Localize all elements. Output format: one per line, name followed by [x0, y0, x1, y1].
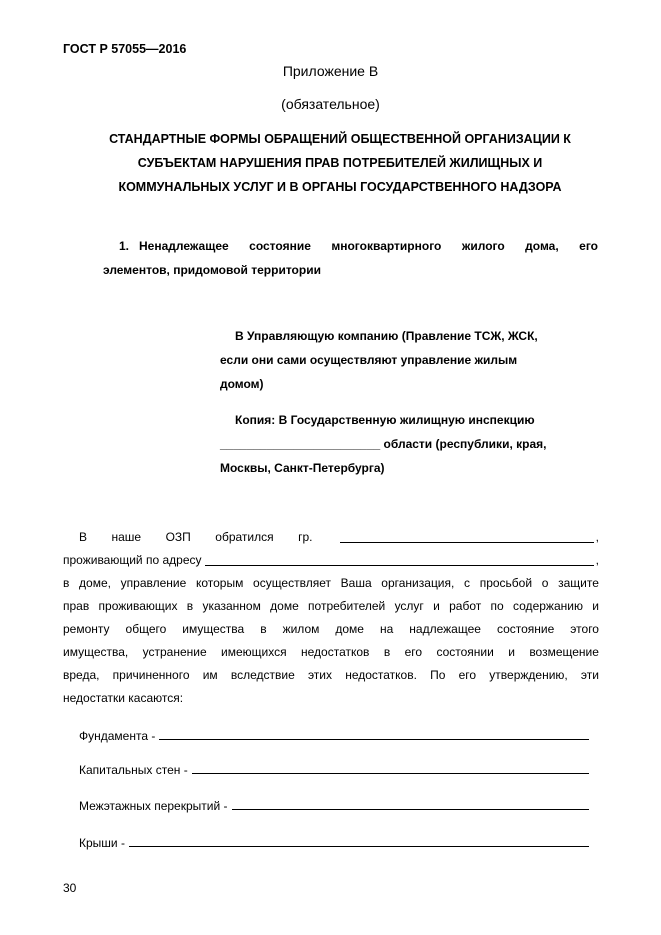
heading-line: СУБЪЕКТАМ НАРУШЕНИЯ ПРАВ ПОТРЕБИТЕЛЕЙ ЖИЛИЩНЫХ И — [137, 156, 543, 170]
fill-in-line[interactable] — [232, 809, 589, 810]
letter-word: доме, — [79, 576, 111, 590]
letter-word: наше — [111, 530, 142, 544]
letter-word: указанном — [202, 599, 261, 613]
appendix-heading — [60, 127, 620, 199]
letter-word: доме — [270, 599, 299, 613]
letter-line — [63, 526, 599, 549]
heading-line: КОММУНАЛЬНЫХ УСЛУГ И В ОРГАНЫ ГОСУДАРСТВЕННОГО НАДЗОРА — [118, 180, 562, 194]
letter-word: утверждению, — [489, 668, 568, 682]
field-foundation — [79, 729, 589, 743]
section-word: жилого — [461, 239, 505, 253]
letter-word: По — [430, 668, 446, 682]
letter-word: управление — [120, 576, 187, 590]
letter-word: на — [379, 622, 394, 636]
letter-word: устранение — [142, 645, 207, 659]
letter-word: организация, — [381, 576, 455, 590]
letter-word: возмещение — [529, 645, 599, 659]
letter-line — [63, 549, 599, 572]
letter-word: просьбой — [479, 576, 533, 590]
letter-justified-lines — [63, 572, 599, 687]
letter-word: состоянии — [436, 645, 494, 659]
letter-word: его — [404, 645, 423, 659]
field-label: Капитальных стен - — [79, 763, 188, 777]
letter-word: по — [490, 599, 504, 613]
section-heading-line — [103, 234, 598, 258]
fill-in-line[interactable] — [129, 846, 589, 847]
section-word: его — [579, 239, 598, 253]
letter-body — [63, 526, 599, 710]
letter-word: состояние — [496, 622, 555, 636]
letter-word: вреда, — [63, 668, 100, 682]
letter-text: , — [595, 530, 599, 544]
field-label: Межэтажных перекрытий - — [79, 799, 228, 813]
addressee-line: если они сами осуществляют управление жилым — [220, 353, 518, 367]
applicant-name-group — [337, 526, 599, 549]
letter-word: в — [63, 576, 70, 590]
section-first-word-group — [119, 234, 229, 258]
letter-word: эти — [580, 668, 599, 682]
section-word: многоквартирного — [331, 239, 442, 253]
appendix-title: Приложение В — [282, 63, 379, 79]
letter-word: этого — [570, 622, 599, 636]
copy-line: ________________________ области (республики, края, — [220, 437, 547, 451]
fill-in-line[interactable] — [159, 739, 589, 740]
letter-word: в — [260, 622, 267, 636]
letter-word: в — [383, 645, 391, 659]
letter-word: им — [202, 668, 218, 682]
letter-word: гр. — [298, 530, 313, 544]
field-label: Крыши - — [79, 836, 125, 850]
addressee-line: В Управляющую компанию (Правление ТСЖ, ЖСК, — [235, 329, 538, 343]
letter-word: которым — [195, 576, 244, 590]
fill-in-line[interactable] — [192, 773, 589, 774]
section-heading — [103, 234, 598, 282]
letter-word: жилом — [282, 622, 320, 636]
letter-word: с — [464, 576, 471, 590]
field-floor-slabs — [79, 799, 589, 813]
addressee-block — [220, 324, 600, 396]
letter-word: в — [186, 599, 194, 613]
fill-in-line[interactable] — [205, 565, 594, 566]
letter-word: работ — [449, 599, 482, 613]
letter-word: и — [433, 599, 440, 613]
field-capital-walls — [79, 763, 589, 777]
letter-word: прав — [63, 599, 90, 613]
section-word: Ненадлежащее — [139, 239, 229, 253]
appendix-subtitle: (обязательное) — [281, 96, 380, 112]
letter-line — [63, 641, 599, 664]
letter-word: доме — [335, 622, 364, 636]
letter-word: этих — [307, 668, 332, 682]
letter-line — [63, 618, 599, 641]
letter-word: недостатков — [301, 645, 370, 659]
field-roof — [79, 836, 589, 850]
letter-word: потребителей — [308, 599, 386, 613]
letter-word: ремонту — [63, 622, 110, 636]
letter-word: общего — [125, 622, 167, 636]
letter-word: содержанию — [513, 599, 583, 613]
section-word: состояние — [249, 239, 311, 253]
letter-line: недостатки касаются: — [63, 691, 184, 705]
letter-line — [63, 664, 599, 687]
page-number: 30 — [63, 881, 77, 895]
letter-word: его — [458, 668, 477, 682]
letter-word: и — [508, 645, 515, 659]
letter-word: проживающих — [98, 599, 178, 613]
letter-word: ОЗП — [165, 530, 191, 544]
letter-word: надлежащее — [409, 622, 481, 636]
letter-word: и — [592, 599, 599, 613]
letter-word: о — [541, 576, 549, 590]
letter-word: имущества, — [63, 645, 129, 659]
copy-line: Копия: В Государственную жилищную инспекцию — [235, 413, 535, 427]
letter-word: недостатков. — [345, 668, 417, 682]
standard-code: ГОСТ Р 57055—2016 — [63, 42, 187, 56]
letter-word: причиненного — [112, 668, 190, 682]
letter-word: имеющихся — [221, 645, 287, 659]
addressee-line: домом) — [220, 377, 264, 391]
letter-word: осуществляет — [253, 576, 331, 590]
copy-line: Москвы, Санкт-Петербурга) — [220, 461, 385, 475]
letter-line — [63, 572, 599, 595]
section-word: дома, — [525, 239, 559, 253]
letter-word: обратился — [215, 530, 274, 544]
letter-word: В — [79, 530, 88, 544]
letter-line — [63, 595, 599, 618]
heading-line: СТАНДАРТНЫЕ ФОРМЫ ОБРАЩЕНИЙ ОБЩЕСТВЕННОЙ ОРГАНИЗАЦИИ К — [109, 132, 571, 146]
letter-text: проживающий по адресу — [63, 553, 202, 567]
section-heading-line: элементов, придомовой территории — [103, 263, 321, 277]
letter-word: услуг — [394, 599, 424, 613]
letter-word: Ваша — [340, 576, 372, 590]
section-number: 1. — [119, 239, 130, 253]
letter-word: имущества — [182, 622, 245, 636]
letter-text: , — [595, 553, 599, 567]
copy-block — [220, 408, 600, 480]
letter-word: защите — [558, 576, 599, 590]
fill-in-line[interactable] — [340, 542, 594, 543]
field-label: Фундамента - — [79, 729, 156, 743]
letter-word: вследствие — [230, 668, 295, 682]
